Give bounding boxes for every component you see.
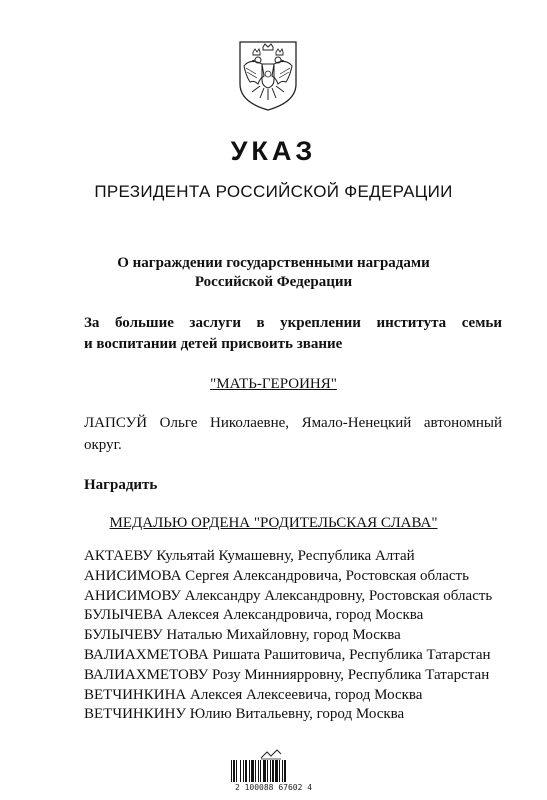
- awardee-item: БУЛЫЧЕВУ Наталью Михайловну, город Москва: [84, 627, 401, 644]
- awardee-item: ВАЛИАХМЕТОВА Ришата Рашитовича, Республика Татарстан: [84, 646, 491, 663]
- awardee-item: ВАЛИАХМЕТОВУ Розу Минниярровну, Республика Татарстан: [84, 666, 490, 683]
- awardee-item: БУЛЫЧЕВА Алексея Александровича, город Москва: [84, 607, 424, 624]
- honor-title: "МАТЬ-ГЕРОИНЯ": [210, 376, 337, 392]
- preamble-line: За большие заслуги в укреплении института семьи: [84, 315, 502, 331]
- awardees-list: [84, 547, 492, 725]
- barcode-number: 2 100088 67602 4: [234, 783, 313, 792]
- awardee-item: АКТАЕВУ Кульятай Кумашевну, Республика Алтай: [84, 548, 415, 564]
- decree-heading: [0, 254, 547, 292]
- award-verb: Наградить: [84, 477, 158, 493]
- barcode-icon: [231, 760, 315, 782]
- awardee-item: ВЕТЧИНКИНУ Юлию Витальевну, город Москва: [84, 706, 405, 723]
- document-title: УКАЗ: [230, 136, 317, 166]
- heading-line: О награждении государственными наградами: [117, 255, 430, 271]
- preamble-line: и воспитании детей присвоить звание: [84, 336, 343, 352]
- heading-line: Российской Федерации: [194, 274, 353, 290]
- coat-of-arms-emblem-icon: [236, 40, 300, 112]
- document-subtitle: ПРЕЗИДЕНТА РОССИЙСКОЙ ФЕДЕРАЦИИ: [94, 182, 453, 201]
- printing-house-mark-icon: [259, 748, 283, 760]
- awardee-item: АНИСИМОВА Сергея Александровича, Ростовская область: [84, 567, 469, 584]
- medal-title: МЕДАЛЬЮ ОРДЕНА "РОДИТЕЛЬСКАЯ СЛАВА": [109, 515, 438, 531]
- awardee-item: ВЕТЧИНКИНА Алексея Алексеевича, город Москва: [84, 686, 423, 703]
- honoree-line: ЛАПСУЙ Ольге Николаевне, Ямало-Ненецкий автономный: [84, 415, 502, 431]
- honoree-line: округ.: [84, 437, 122, 453]
- awardee-item: АНИСИМОВУ Александру Александровну, Ростовская область: [84, 587, 493, 604]
